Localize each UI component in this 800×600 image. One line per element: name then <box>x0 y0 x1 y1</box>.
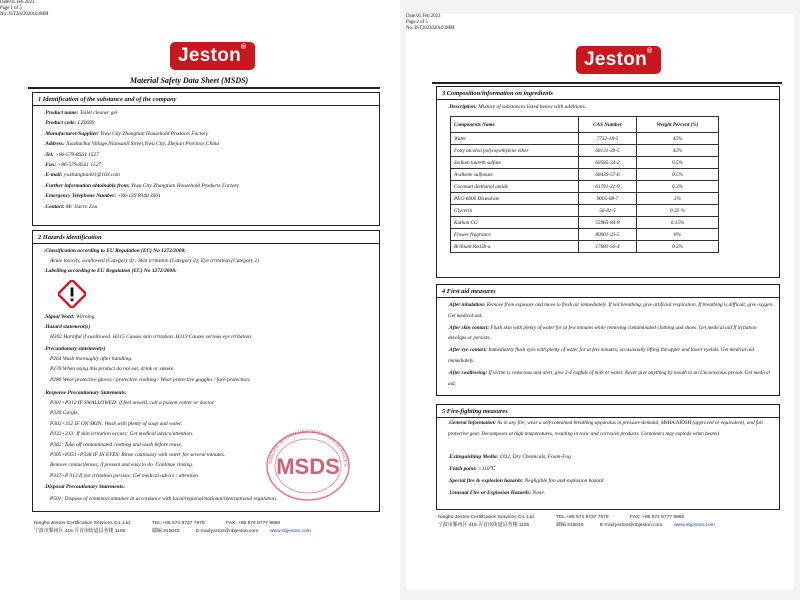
identification-label: Contact: <box>45 203 65 210</box>
signal-word: .Signal Word: Warning <box>44 314 95 320</box>
footer-address: 宁波市鄞州区 416 弄首南街道县务楼 1105 <box>438 523 530 528</box>
table-cell: 61791-31-9 <box>579 181 637 193</box>
identification-value: ywzhangtian01@163.com <box>63 172 120 179</box>
labelling-label: .Labelling according to EU Regulation (EC) No 1272/2008: <box>44 268 177 274</box>
table-header-cell: Components Name <box>451 117 579 133</box>
table-cell: Water <box>451 133 579 145</box>
table-cell: 0.35 % <box>637 205 719 217</box>
disposal-label: .Disposal Precautionary Statements: <box>44 484 126 490</box>
response-list <box>50 398 225 481</box>
table-cell: Fatty alcohol polyoxyethylene ether <box>451 145 579 157</box>
table-cell: 3% <box>637 193 719 205</box>
stamp-text: MSDS <box>276 454 340 479</box>
identification-label: Emergency Telephone Number: <box>45 193 117 200</box>
precaution-statement: P280 Wear protective gloves / protective clothing / Wear protective goggles / face protection. <box>50 376 251 383</box>
first-aid-item: .After skin contact: Flush skin with plenty of water for at few minutes while removing contaminated clothing and shoes. Get medical aid If irritation develops or persists. <box>448 324 757 342</box>
table-cell: Glycerin <box>451 205 579 217</box>
identification-value: LZ0689 <box>77 120 95 127</box>
hazard-statements: H302 Harmful if swallowed. H315 Causes skin irritation. H319 Causes serious eye irritation. <box>50 334 253 340</box>
identification-label: Product name: <box>45 110 79 116</box>
section-4-rule <box>436 297 780 298</box>
footer-tel: TEL:+86 574 8737 7879 <box>556 515 609 520</box>
table-cell: 68585-34-2 <box>579 157 637 169</box>
footer-postcode: 邮编:315040 <box>556 523 584 528</box>
exclamation-ghs-pictogram-icon <box>58 280 86 308</box>
identification-value: +86-579-8561 1527 <box>55 151 99 158</box>
table-cell: Brilliant Red3b-a <box>451 241 579 253</box>
response-statement: Remove contactlenses, if present and easy to do. Continue rinsing. <box>50 462 194 469</box>
footer-postcode: 邮编:315040 <box>152 529 180 534</box>
table-cell: PEG-6000 Distearate <box>451 193 579 205</box>
section-4-title: 4 First aid measures <box>442 288 496 295</box>
flash-point: .Flash point: >110℃ <box>448 466 496 472</box>
table-cell: 80001-23-5 <box>579 229 637 241</box>
response-label: .Response Precautionary Statements: <box>44 390 127 396</box>
section-5-title: 5 Fire-fighting measures <box>442 408 508 415</box>
first-aid-label: After swallowing: <box>449 369 488 376</box>
composition-description: .Description: Mixture of substances listed below with additions. <box>448 104 587 110</box>
page-number: Page 2 of 5 <box>406 20 428 25</box>
table-row <box>451 157 719 169</box>
precaution-statement: P270 When using this product do not eat, drink or smoke. <box>50 366 175 373</box>
title-rule <box>28 87 380 89</box>
footer-company: Ningbo Jeston Certification Services Co.,Ltd. <box>34 521 132 526</box>
identification-row: .Contact: Mr Jiacro Zou <box>44 203 98 210</box>
unusual-hazards: .Unusual Fire or Explosion Hazards: None. <box>448 490 546 496</box>
table-cell: 56-81-5 <box>579 205 637 217</box>
table-header-row <box>451 117 719 133</box>
section-3-title: 3 Composition/information on ingredients <box>442 90 553 97</box>
report-number: No.:JST2023020103MM <box>0 12 49 17</box>
footer-fax: FAX: +86 574 8777 9860 <box>226 521 281 526</box>
identification-label: Address: <box>45 141 65 148</box>
footer-fax: FAX: +86 574 8777 9860 <box>630 515 685 520</box>
table-row <box>451 145 719 157</box>
identification-value: +86-579-8561 1527 <box>57 162 102 169</box>
msds-stamp <box>264 428 352 502</box>
table-cell: A-alkene sulfonate <box>451 169 579 181</box>
table-cell: 68439-57-6 <box>579 169 637 181</box>
response-statement: P337+P 313 If eye irritation persists: Get medical advice / attention. <box>50 472 200 479</box>
page-2-footer <box>438 514 778 532</box>
identification-value: Mr Jiacro Zou <box>65 203 98 210</box>
page-number: Page 1 of 5 <box>0 6 22 11</box>
first-aid-item: .After eye contact: Immediately flush eyes with plenty of water for at few minutes, occasionally lifting the upper and lower eyelids. Get medical aid immediately. <box>448 347 755 364</box>
response-statement: P332+313: If skin irritation occurs: Get medical advice/attention. <box>50 431 194 438</box>
identification-label: Product code: <box>45 120 77 127</box>
identification-row: .Product code: LZ0689 <box>44 120 95 127</box>
hazard-label: .Hazard statement(s) <box>44 324 91 330</box>
footer-address: 宁波市鄞州区 416 弄首南街道县务楼 1105 <box>34 529 126 534</box>
section-1-rule <box>32 105 380 106</box>
first-aid-label: After inhalation: <box>449 302 486 308</box>
classification-text: Acute toxicity, swallowed (Category 4) ; Skin irritation (Category 2); Eye irritation (Category 2) <box>50 258 259 264</box>
identification-row: .Fax: +86-579-8561 1527 <box>44 162 102 169</box>
precaution-label: .Precautionary statement(s) <box>44 346 106 352</box>
first-aid-item: .After swallowing: If victim is conscious and alert, give 2-4 cupfuls of milk or water. Never give anything by mouth to an Unconscious person. Get medical aid. <box>448 369 771 387</box>
response-statement: P330 Gargle. <box>50 410 80 417</box>
first-aid-text: Remove from exposure and move to fresh air immediately. If not breathing, give artificial respiration. If breathing is difficult, give oxygen. Get medical aid. <box>448 302 774 319</box>
identification-value: Toilet cleaner gel <box>79 110 118 116</box>
identification-label: E-mail: <box>45 172 63 179</box>
section-3-rule <box>436 99 780 100</box>
page-2-sheet <box>406 14 794 590</box>
table-row <box>451 241 719 253</box>
doc-title: Material Safety Data Sheet (MSDS) <box>130 76 249 85</box>
table-cell: 55965-84-9 <box>579 217 637 229</box>
footer-company: Ningbo Jeston Certification Services Co.,Ltd. <box>438 515 536 520</box>
stamp-ring-text: NINGBO JESTON CERTIFICATION SERVICES <box>268 428 349 467</box>
table-header-cell: Weight Percent (%) <box>637 117 719 133</box>
special-hazards: .Special fire & explosion hazards: Negligible fire and explosion hazard. <box>448 478 605 484</box>
table-cell: 7732-18-5 <box>579 133 637 145</box>
first-aid-text: Flush skin with plenty of water for at few minutes while removing contaminated clothing and shoes. Get medical aid If irritation develops or persists. <box>448 324 757 342</box>
report-number: No.:JST2023020103MM <box>406 26 455 31</box>
identification-label: Fax: <box>45 162 57 169</box>
identification-label: Further information obtainable from: <box>45 182 130 189</box>
table-row <box>451 229 719 241</box>
table-cell: 42% <box>637 145 719 157</box>
table-cell: 45% <box>637 133 719 145</box>
response-statement: P302+352 IF ON SKIN: Wash with plenty of soap and water. <box>50 420 183 427</box>
table-cell: 8% <box>637 229 719 241</box>
identification-list <box>44 108 239 212</box>
identification-label: Manufacturer/Supplier: <box>45 130 99 137</box>
section-2-rule <box>32 243 380 244</box>
section-1-title: 1 Identification of the substance and of the company <box>38 96 177 103</box>
identification-row: .Address: Xiazhuchai Village,Niansanli Street,Yiwu City, Zhejian Province,China <box>44 141 220 148</box>
precaution-list <box>50 354 250 385</box>
table-cell: 0.3% <box>637 181 719 193</box>
doc-date: Date:01.Feb.2023 <box>0 0 35 5</box>
first-aid-label: After eye contact: <box>449 347 488 354</box>
table-row <box>451 193 719 205</box>
table-row <box>451 181 719 193</box>
table-cell: Sodium laureth sulfate <box>451 157 579 169</box>
table-cell: 0.15% <box>637 217 719 229</box>
identification-value: Xiazhuchai Village,Niansanli Street,Yiwu City, Zhejian Province,China <box>66 141 220 148</box>
components-table <box>450 116 719 253</box>
jeston-logo: Jeston® <box>576 46 661 74</box>
first-aid-text: If victim is conscious and alert, give 2-4 cupfuls of milk or water. Never give anything by mouth to an Unconscious person. Get medical aid. <box>448 369 771 387</box>
table-row <box>451 133 719 145</box>
jeston-logo: Jeston® <box>170 42 255 70</box>
disposal-text: P501: Dispose of contents/container in accordance with local/regional/national/international regulation. <box>50 496 278 502</box>
first-aid-text: Immediately flush eyes with plenty of water for at few minutes, occasionally lifting the upper and lower eyelids. Get medical aid immediately. <box>448 347 755 364</box>
footer-web[interactable]: www.nbjeston.com <box>674 523 715 528</box>
identification-value: +86-139 8940 3561 <box>117 193 161 200</box>
identification-row: .Emergency Telephone Number: +86-139 8940 3561 <box>44 193 161 200</box>
table-cell: Coconutt diethanol amide <box>451 181 579 193</box>
first-aid-label: After skin contact: <box>449 324 490 331</box>
page-1-footer <box>34 520 374 538</box>
footer-tel: TEL:+86 574 8737 7879 <box>152 521 205 526</box>
table-cell: 68131-39-5 <box>579 145 637 157</box>
table-cell: Flower fragrance <box>451 229 579 241</box>
identification-row: .Tel: +86-579-8561 1527 <box>44 151 99 158</box>
first-aid-list <box>448 299 774 389</box>
general-information: .General Information: As in any fire, wear a self-contained breathing apparatus in pressure-demand, MSHA/NIOSH (approved or equivalent), and full protective gear. Decomposes at high temperatures, resulting in toxic and corrosive products. Containers may explode when heated. <box>448 420 763 437</box>
table-cell: Kathon CG <box>451 217 579 229</box>
footer-email: E-mail:jeston@nbjeston.com <box>196 529 259 534</box>
identification-value: Yiwu City Zhangtian Household Products Factory <box>100 130 209 137</box>
table-row <box>451 205 719 217</box>
title-rule <box>432 82 782 84</box>
footer-web[interactable]: www.nbjeston.com <box>270 529 311 534</box>
footer-email: E-mail:jeston@nbjeston.com <box>600 523 663 528</box>
identification-row: .Product name: Toilet cleaner gel <box>44 110 118 116</box>
identification-row: .Further information obtainable from: Yiwu City Zhangtian Household Products Factory <box>44 182 240 189</box>
precaution-statement: P264 Wash thoroughly after handling. <box>50 356 133 362</box>
table-cell: 9005-08-7 <box>579 193 637 205</box>
table-header-cell: CAS Number <box>579 117 637 133</box>
extinguishing-media: .Extinguishing Media: CO2, Dry Chemicals, Foam-Fog <box>448 454 571 460</box>
table-cell: 0.5% <box>637 169 719 181</box>
table-cell: 0.2% <box>637 241 719 253</box>
response-statement: P301+P312 IF SWALLOWED: if feel unwell, call a poison center or doctor. <box>50 400 215 406</box>
identification-row: .Manufacturer/Supplier: Yiwu City Zhangtian Household Products Factory <box>44 130 209 137</box>
section-2-title: 2 Hazards identification <box>38 234 102 241</box>
identification-value: Yiwu City Zhangtian Household Products Factory <box>131 182 240 189</box>
response-statement: P305+P351+P338 IF IN EYES: Rinse cautiously with water for several minutes. <box>50 452 226 459</box>
table-cell: 17681-50-4 <box>579 241 637 253</box>
table-cell: 0.5% <box>637 157 719 169</box>
table-row <box>451 217 719 229</box>
identification-row: .E-mail: ywzhangtian01@163.com <box>44 172 120 179</box>
first-aid-item: .After inhalation: Remove from exposure and move to fresh air immediately. If not breathing, give artificial respiration. If breathing is difficult, give oxygen. Get medical aid. <box>448 302 774 319</box>
response-statement: P362: Take off contaminated clothing and wash before reuse. <box>50 441 183 448</box>
doc-date: Date:01.Feb.2023 <box>406 14 441 19</box>
msds-page-2 <box>400 0 800 600</box>
classification-label: .Classification according to EU Regulation (EC) No 1272/2008: <box>44 248 186 254</box>
identification-label: Tel: <box>45 151 54 158</box>
table-row <box>451 169 719 181</box>
